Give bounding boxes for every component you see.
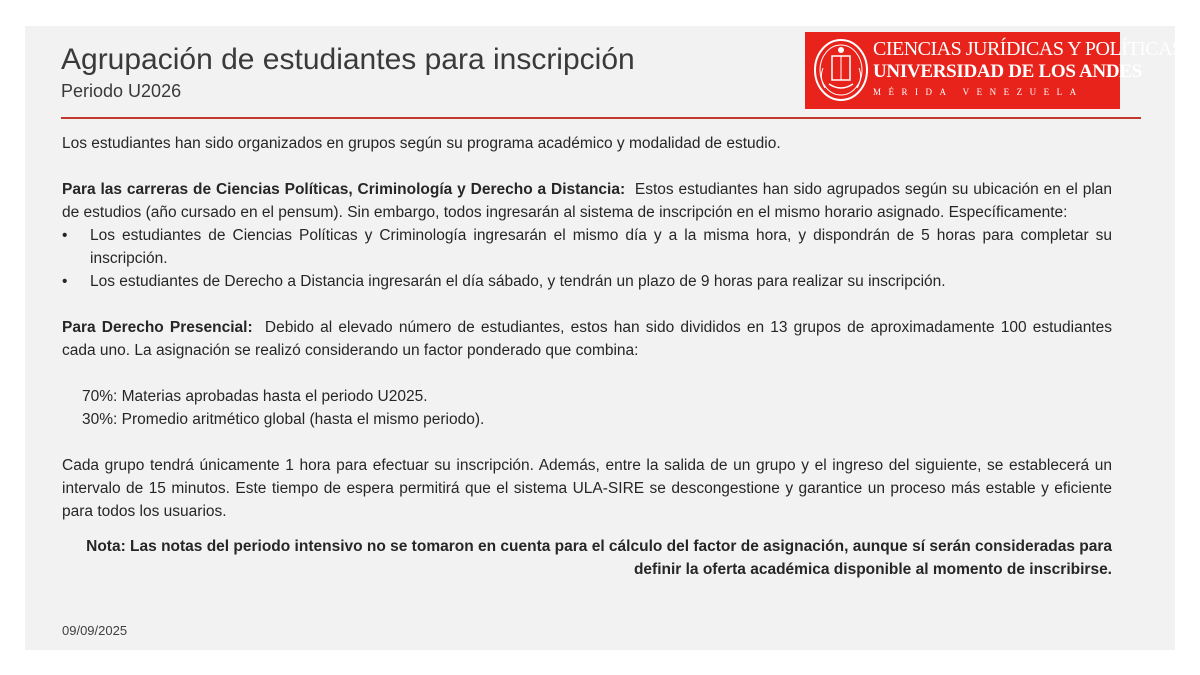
spacer (62, 523, 1112, 535)
bullet-icon: • (62, 227, 68, 244)
weights-list (62, 385, 1112, 431)
intro-paragraph: Los estudiantes han sido organizados en grupos según su programa académico y modalidad de estudio. (62, 135, 781, 152)
weight-item: 70%: Materias aprobadas hasta el periodo U2025. (82, 388, 428, 405)
spacer (62, 155, 1112, 178)
logo-location: MÉRIDA VENEZUELA (873, 87, 1084, 97)
list-item (62, 224, 1112, 270)
body-content (62, 132, 1112, 581)
page-subtitle: Periodo U2026 (61, 81, 182, 101)
page-title: Agrupación de estudiantes para inscripción (61, 43, 635, 76)
section2-heading: Para Derecho Presencial: (62, 319, 253, 336)
spacer (62, 431, 1112, 454)
header-divider (61, 117, 1141, 119)
bullet-icon: • (62, 273, 68, 290)
section1-body: Estos estudiantes han sido agrupados según su ubicación en el plan de estudios (año cursado en el pensum). Sin embargo, todos ingresarán al sistema de inscripción en el mismo horario asignado. Específicamente: (62, 181, 1113, 221)
logo-faculty-name: CIENCIAS JURÍDICAS Y POLÍTICAS (873, 38, 1183, 60)
slide (25, 26, 1183, 650)
logo-university-name: UNIVERSIDAD DE LOS ANDES (873, 61, 1142, 82)
section2-body: Debido al elevado número de estudiantes, estos han sido divididos en 13 grupos de aproximadamente 100 estudiantes cada uno. La asignación se realizó considerando un factor ponderado que combina: (62, 319, 1112, 359)
list-item (62, 270, 1112, 293)
faculty-logo (805, 32, 1183, 109)
section1-heading: Para las carreras de Ciencias Políticas, Criminología y Derecho a Distancia: (62, 181, 626, 198)
section2-paragraph (62, 316, 1112, 362)
spacer (62, 362, 1112, 385)
university-seal-icon (813, 38, 869, 102)
list-item-text: Los estudiantes de Ciencias Políticas y Criminología ingresarán el mismo día y a la misma hora, y dispondrán de 5 horas para completar su inscripción. (90, 227, 1112, 267)
spacer (62, 293, 1112, 316)
list-item-text: Los estudiantes de Derecho a Distancia ingresarán el día sábado, y tendrán un plazo de 9 horas para realizar su inscripción. (90, 273, 946, 290)
section1-list (62, 224, 1112, 293)
section1-paragraph (62, 178, 1112, 224)
closing-paragraph: Cada grupo tendrá únicamente 1 hora para efectuar su inscripción. Además, entre la salida de un grupo y el ingreso del siguiente, se establecerá un intervalo de 15 minutos. Este tiempo de espera permitirá que el sistema ULA-SIRE se descongestione y garantice un proceso más estable y eficiente para todos los usuarios. (62, 457, 1112, 520)
note-paragraph: Nota: Las notas del periodo intensivo no se tomaron en cuenta para el cálculo del factor de asignación, aunque sí serán consideradas para definir la oferta académica disponible al momento de inscribirse. (86, 538, 1112, 578)
footer-date: 09/09/2025 (62, 623, 128, 638)
weight-item: 30%: Promedio aritmético global (hasta el mismo periodo). (82, 411, 485, 428)
